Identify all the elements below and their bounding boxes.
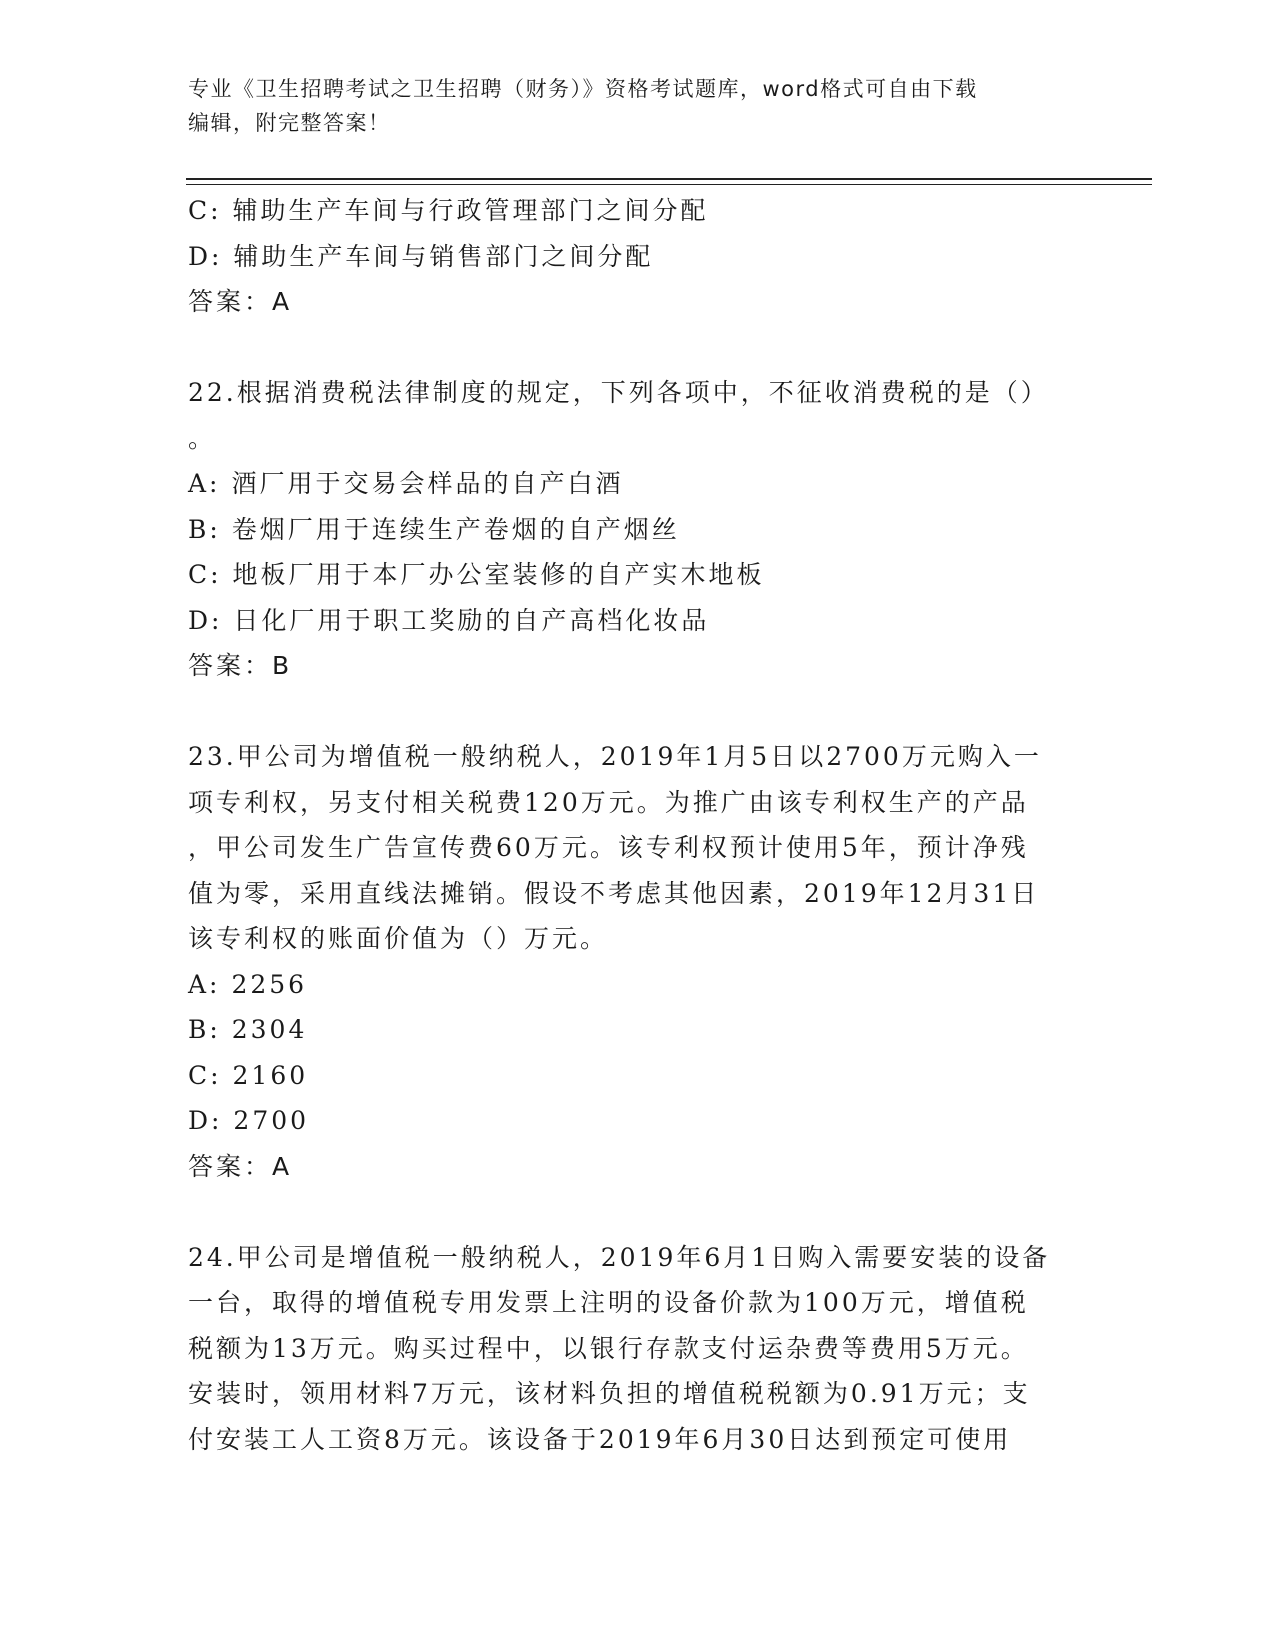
option-d: D: 2700	[188, 1106, 310, 1135]
question-text: 。	[188, 423, 217, 453]
option-b: B: 卷烟厂用于连续生产卷烟的自产烟丝	[188, 514, 680, 544]
document-header	[188, 72, 1068, 140]
question-24	[188, 1235, 1078, 1463]
question-23	[188, 734, 1078, 1189]
option-a: A: 2256	[188, 969, 308, 999]
question-content	[188, 188, 1078, 1462]
question-text: 24.甲公司是增值税一般纳税人，2019年6月1日购入需要安装的设备	[188, 1242, 1051, 1272]
question-text: 值为零，采用直线法摊销。假设不考虑其他因素，2019年12月31日	[188, 878, 1040, 908]
question-text: 付安装工人工资8万元。该设备于2019年6月30日达到预定可使用	[188, 1424, 1012, 1454]
question-text: 22.根据消费税法律制度的规定，下列各项中，不征收消费税的是（）	[188, 378, 1049, 407]
question-text: 安装时，领用材料7万元，该材料负担的增值税税额为0.91万元；支	[188, 1379, 1031, 1408]
question-22	[188, 370, 1078, 689]
question-text: 23.甲公司为增值税一般纳税人，2019年1月5日以2700万元购入一	[188, 742, 1042, 771]
answer-line: 答案：B	[188, 651, 293, 680]
header-line-1: 专业《卫生招聘考试之卫生招聘（财务）》资格考试题库，word格式可自由下载	[188, 77, 978, 101]
option-c: C: 地板厂用于本厂办公室装修的自产实木地板	[188, 560, 765, 589]
answer-line: 答案：A	[188, 1151, 293, 1181]
question-text: ，甲公司发生广告宣传费60万元。该专利权预计使用5年，预计净残	[188, 833, 1029, 862]
option-d: D: 日化厂用于职工奖励的自产高档化妆品	[188, 605, 710, 635]
question-text: 该专利权的账面价值为（）万元。	[188, 924, 609, 953]
question-text: 一台，取得的增值税专用发票上注明的设备价款为100万元，增值税	[188, 1288, 1029, 1317]
option-c: C: 辅助生产车间与行政管理部门之间分配	[188, 196, 709, 225]
header-divider-thin	[186, 184, 1152, 185]
question-text: 税额为13万元。购买过程中，以银行存款支付运杂费等费用5万元。	[188, 1333, 1029, 1363]
header-divider-thick	[186, 178, 1152, 180]
option-a: A: 酒厂用于交易会样品的自产白酒	[188, 469, 624, 498]
option-c: C: 2160	[188, 1060, 309, 1090]
prev-question-options	[188, 188, 1078, 279]
answer-line: 答案：A	[188, 287, 293, 316]
option-d: D: 辅助生产车间与销售部门之间分配	[188, 241, 654, 271]
option-b: B: 2304	[188, 1015, 308, 1044]
header-line-2: 编辑，附完整答案！	[188, 111, 391, 135]
question-text: 项专利权，另支付相关税费120万元。为推广由该专利权生产的产品	[188, 787, 1029, 817]
